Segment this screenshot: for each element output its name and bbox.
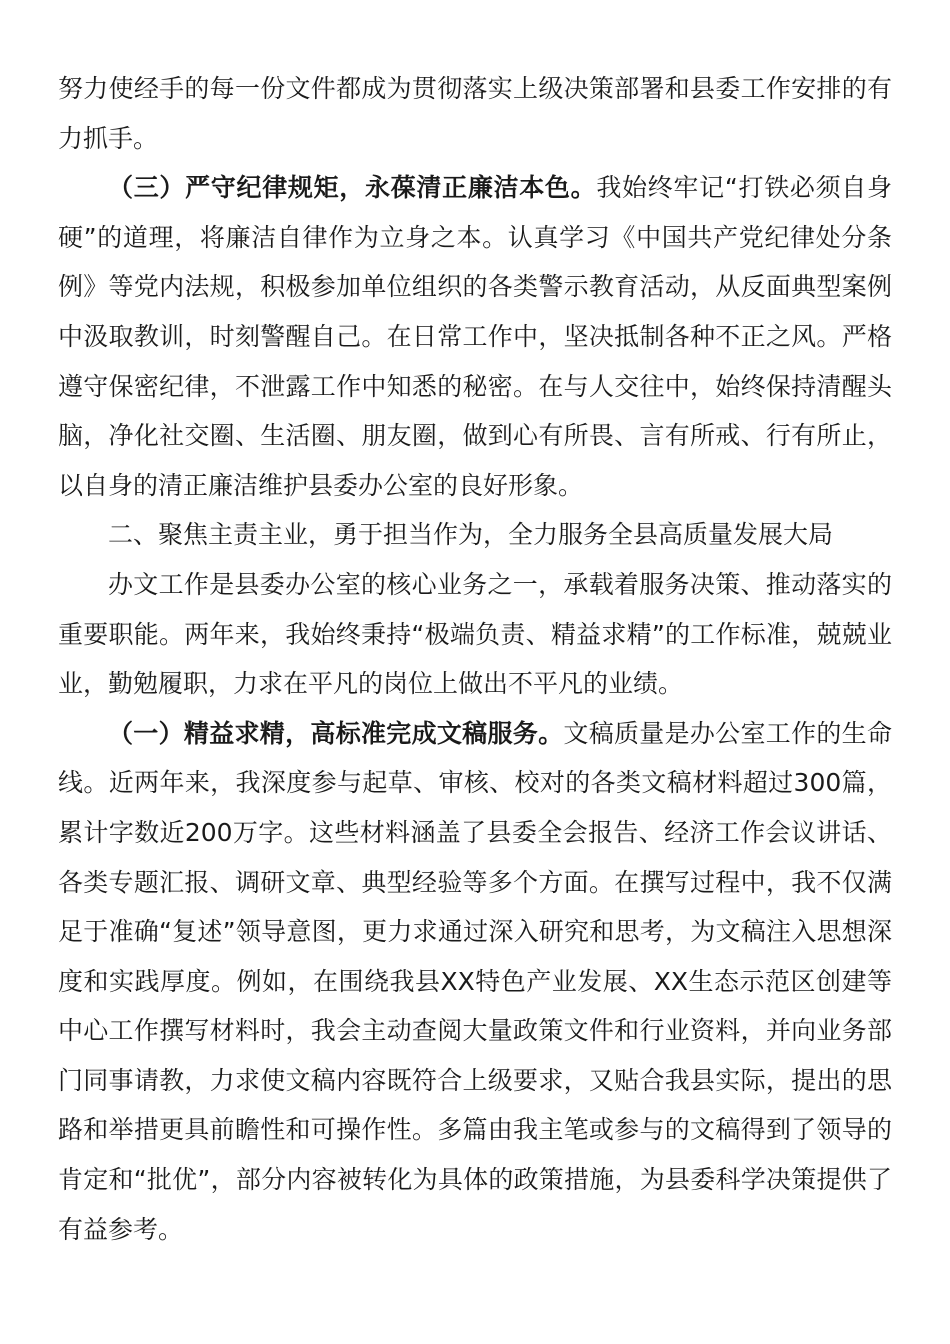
- section-heading: [58, 510, 892, 560]
- paragraph-discipline: [58, 163, 892, 510]
- paragraph-drafting: [58, 709, 892, 1255]
- paragraph-text: 努力使经手的每一份文件都成为贯彻落实上级决策部署和县委工作安排的有力抓手。: [58, 74, 892, 153]
- subsection-heading: （三）严守纪律规矩，永葆清正廉洁本色。: [108, 173, 597, 203]
- paragraph-text: 办文工作是县委办公室的核心业务之一，承载着服务决策、推动落实的重要职能。两年来，我始终秉持“极端负责、精益求精”的工作标准，兢兢业业，勤勉履职，力求在平凡的岗位上做出不平凡的业绩。: [58, 569, 892, 699]
- paragraph-text: 我始终牢记“打铁必须自身硬”的道理，将廉洁自律作为立身之本。认真学习《中国共产党纪律处分条例》等党内法规，积极参加单位组织的各类警示教育活动，从反面典型案例中汲取教训，时刻警醒自己。在日常工作中，坚决抵制各种不正之风。严格遵守保密纪律，不泄露工作中知悉的秘密。在与人交往中，始终保持清醒头脑，净化社交圈、生活圈、朋友圈，做到心有所畏、言有所戒、行有所止，以自身的清正廉洁维护县委办公室的良好形象。: [58, 173, 892, 500]
- document-body: [58, 64, 892, 1254]
- paragraph-text: 文稿质量是办公室工作的生命线。近两年来，我深度参与起草、审核、校对的各类文稿材料超过300篇，累计字数近200万字。这些材料涵盖了县委全会报告、经济工作会议讲话、各类专题汇报、调研文章、典型经验等多个方面。在撰写过程中，我不仅满足于准确“复述”领导意图，更力求通过深入研究和思考，为文稿注入思想深度和实践厚度。例如，在围绕我县XX特色产业发展、XX生态示范区创建等中心工作撰写材料时，我会主动查阅大量政策文件和行业资料，并向业务部门同事请教，力求使文稿内容既符合上级要求，又贴合我县实际，提出的思路和举措更具前瞻性和可操作性。多篇由我主笔或参与的文稿得到了领导的肯定和“批优”，部分内容被转化为具体的政策措施，为县委科学决策提供了有益参考。: [58, 718, 892, 1244]
- paragraph-continuation: [58, 64, 892, 163]
- subsection-heading: （一）精益求精，高标准完成文稿服务。: [108, 718, 564, 748]
- section-heading-text: 二、聚焦主责主业，勇于担当作为，全力服务全县高质量发展大局: [108, 520, 834, 550]
- paragraph-intro: [58, 560, 892, 709]
